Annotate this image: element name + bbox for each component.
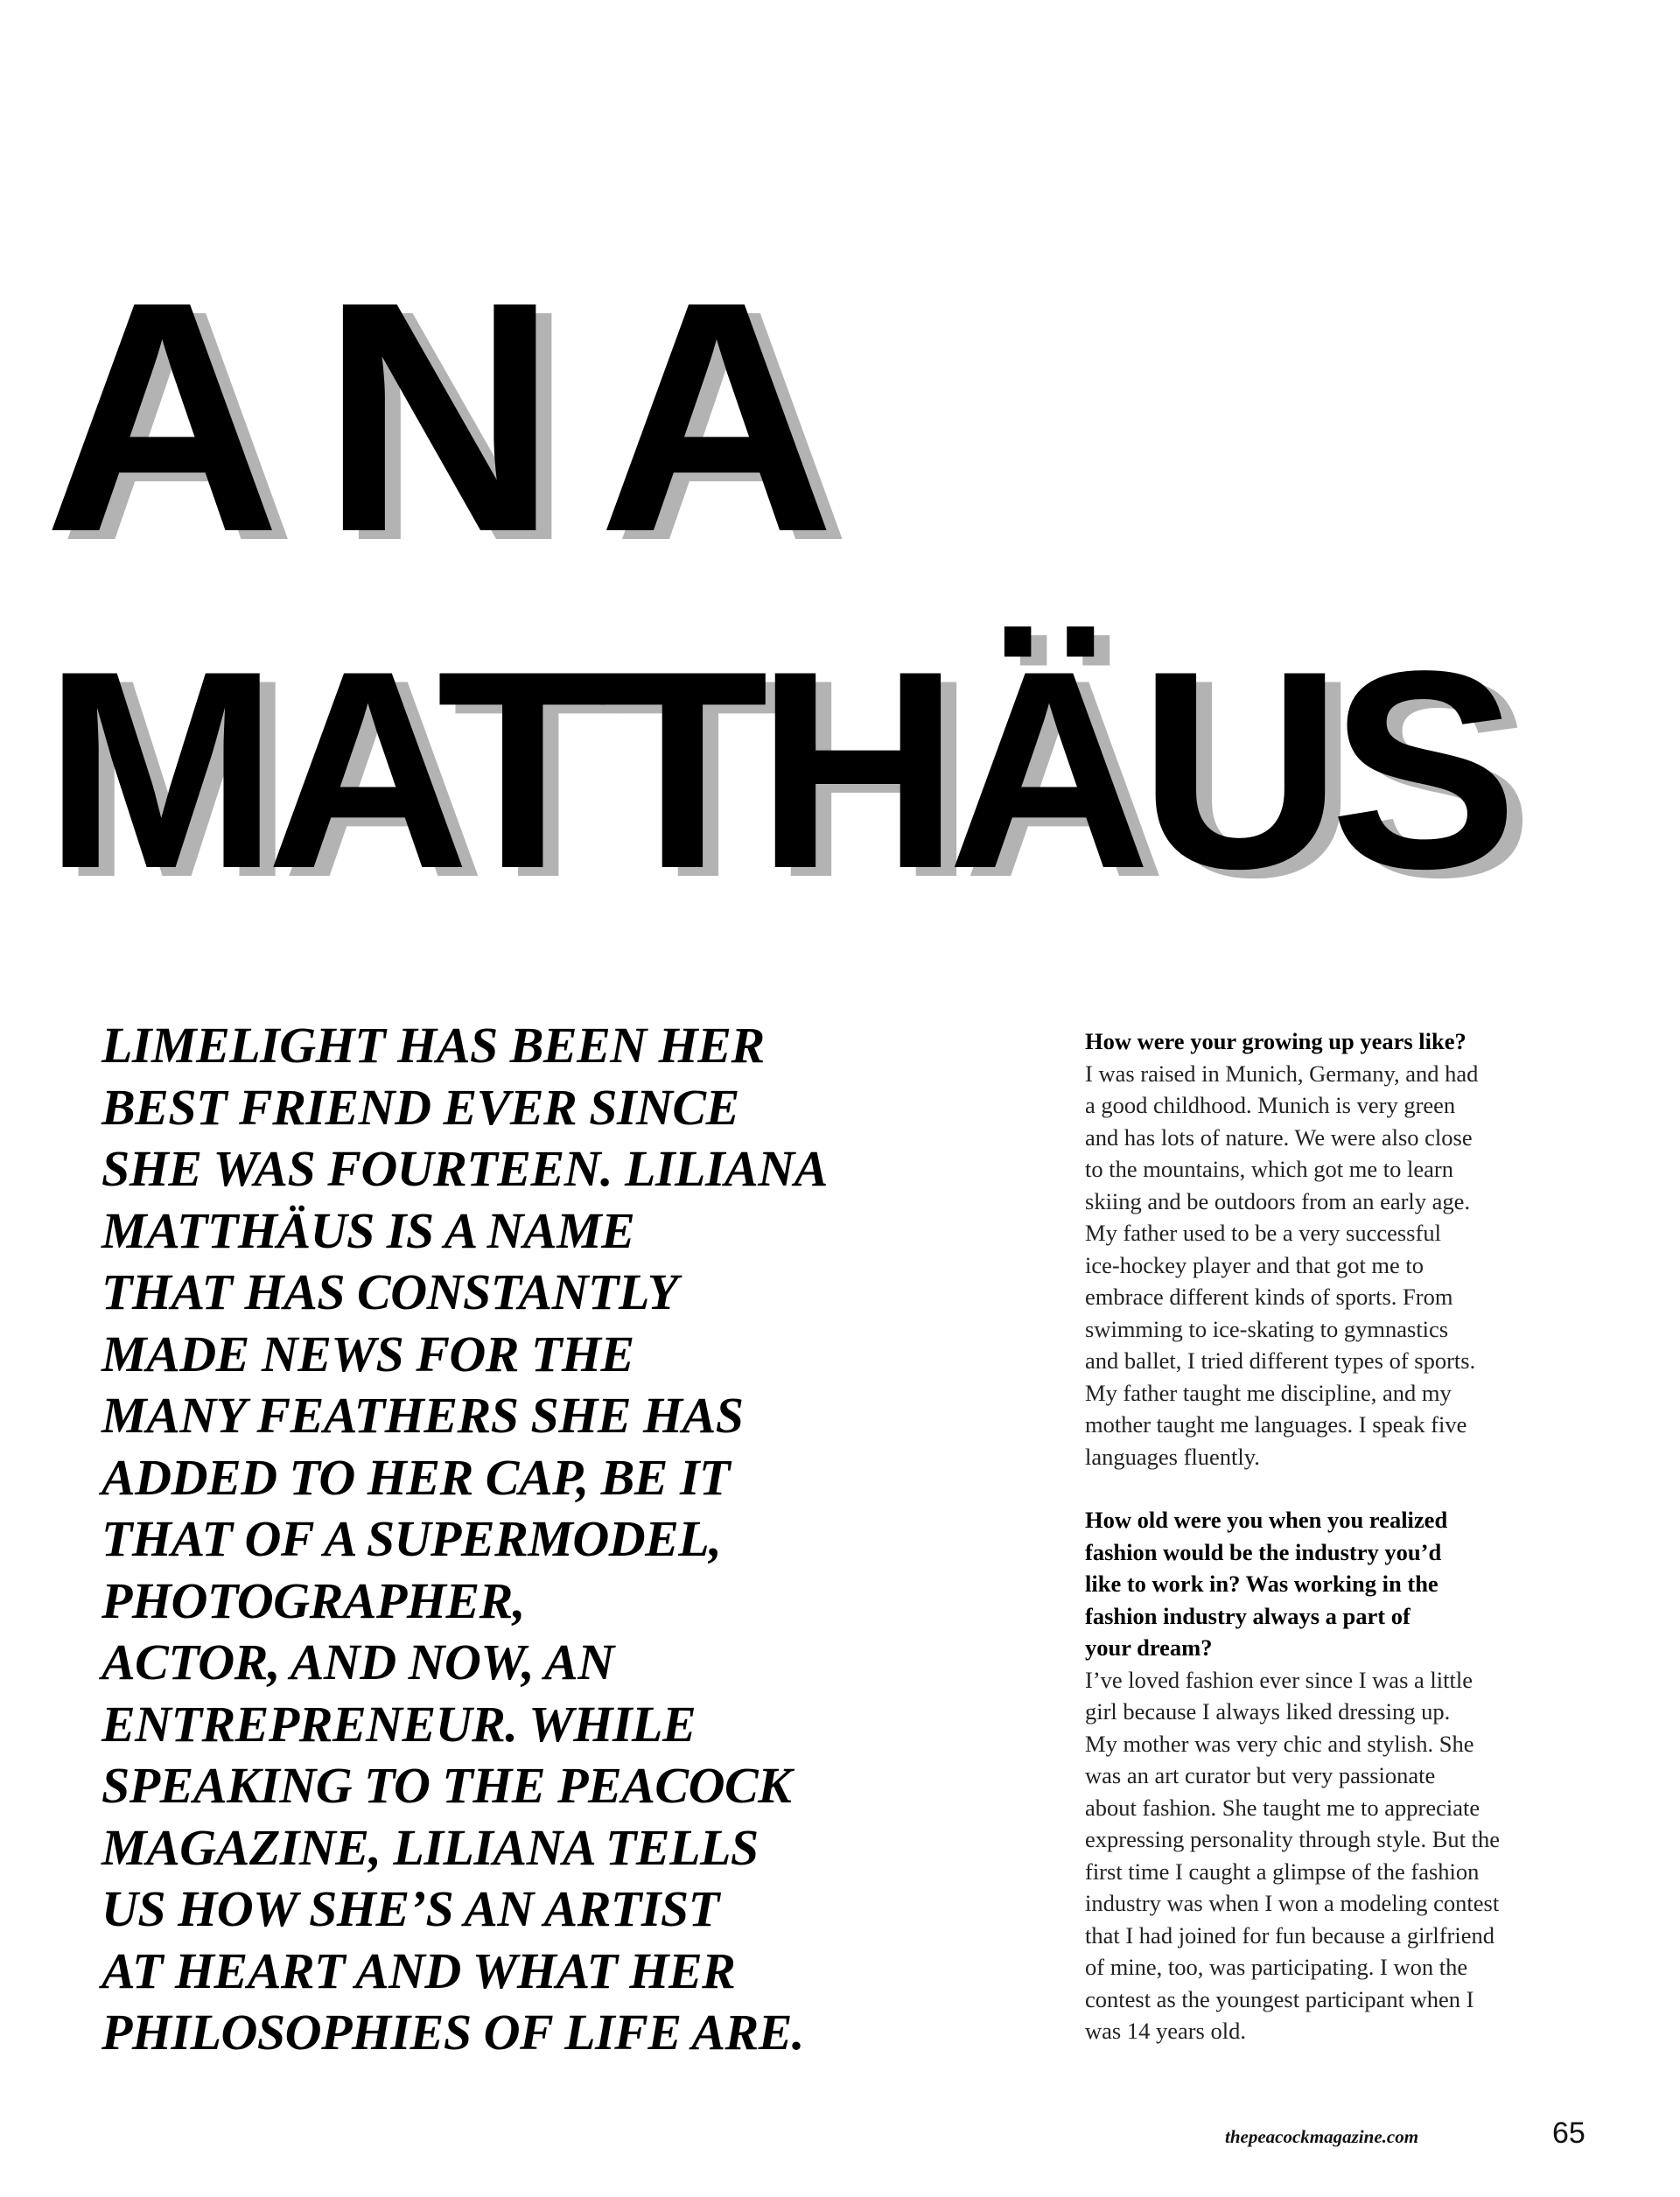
question-1 [1085,1025,1610,1058]
intro-line: SPEAKING TO THE PEACOCK [102,1757,792,1814]
answer-line: languages fluently. [1085,1443,1260,1470]
answer-line: skiing and be outdoors from an early age. [1085,1187,1471,1214]
answer-line: of mine, too, was participating. I won the [1085,1954,1468,1980]
intro-line: LIMELIGHT HAS BEEN HER [102,1017,765,1074]
question-line: How old were you when you realized [1085,1507,1448,1533]
answer-line: I was raised in Munich, Germany, and had [1085,1060,1479,1087]
question-line: your dream? [1085,1634,1213,1661]
paragraph-spacer [1085,1473,1610,1504]
footer-website: thepeacockmagazine.com [1225,2126,1419,2147]
answer-line: girl because I always liked dressing up. [1085,1698,1451,1725]
question-line: fashion industry always a part of [1085,1602,1410,1629]
intro-line: ADDED TO HER CAP, BE IT [102,1448,730,1506]
answer-line: mother taught me languages. I speak five [1085,1411,1467,1438]
answer-line: I’ve loved fashion ever since I was a little [1085,1666,1473,1693]
question-line: How were your growing up years like? [1085,1028,1466,1054]
answer-line: ice-hockey player and that got me to [1085,1251,1424,1278]
page-number: 65 [1552,2117,1586,2150]
question-line: fashion would be the industry you’d [1085,1538,1442,1565]
question-2 [1085,1504,1610,1664]
answer-line: My father used to be a very successful [1085,1220,1441,1246]
answer-line: expressing personality through style. But the [1085,1826,1500,1852]
intro-line: SHE WAS FOURTEEN. LILIANA [102,1140,828,1197]
answer-line: about fashion. She taught me to appreciate [1085,1794,1480,1821]
title-last-name: MATTHÄUS [44,613,1506,927]
intro-line: MANY FEATHERS SHE HAS [102,1387,744,1444]
title-first-name: ANA [44,234,876,600]
intro-line: US HOW SHE’S AN ARTIST [102,1880,719,1937]
intro-line: PHILOSOPHIES OF LIFE ARE. [102,2004,804,2061]
intro-line: ACTOR, AND NOW, AN [102,1634,614,1690]
answer-line: contest as the youngest participant when I [1085,1985,1474,2012]
answer-line: industry was when I won a modeling contest [1085,1890,1500,1916]
answer-2 [1085,1664,1610,2047]
interview-column [1085,1025,1610,2047]
answer-line: that I had joined for fun because a girlfriend [1085,1921,1494,1949]
intro-line: MAGAZINE, LILIANA TELLS [102,1818,759,1876]
answer-line: and ballet, I tried different types of sports. [1085,1347,1476,1374]
intro-line: PHOTOGRAPHER, [102,1571,525,1629]
intro-line: ENTREPRENEUR. WHILE [102,1695,696,1753]
intro-line: THAT HAS CONSTANTLY [102,1263,678,1320]
answer-line: swimming to ice-skating to gymnastics [1085,1315,1449,1342]
answer-line: and has lots of nature. We were also close [1085,1123,1473,1151]
answer-line: My father taught me discipline, and my [1085,1379,1452,1406]
answer-line: to the mountains, which got me to learn [1085,1156,1453,1182]
question-line: like to work in? Was working in the [1085,1571,1438,1597]
answer-line: a good childhood. Munich is very green [1085,1092,1456,1118]
answer-line: first time I caught a glimpse of the fashion [1085,1858,1480,1885]
answer-line: was 14 years old. [1085,2018,1246,2044]
intro-paragraph [102,1015,889,2064]
intro-line: MATTHÄUS IS A NAME [102,1201,635,1259]
answer-line: My mother was very chic and stylish. She [1085,1730,1474,1757]
intro-line: THAT OF A SUPERMODEL, [102,1510,722,1567]
intro-line: MADE NEWS FOR THE [102,1325,634,1382]
intro-line: BEST FRIEND EVER SINCE [102,1078,739,1136]
answer-line: was an art curator but very passionate [1085,1762,1436,1788]
answer-line: embrace different kinds of sports. From [1085,1284,1453,1310]
intro-line: AT HEART AND WHAT HER [102,1942,736,1999]
answer-1 [1085,1058,1610,1473]
